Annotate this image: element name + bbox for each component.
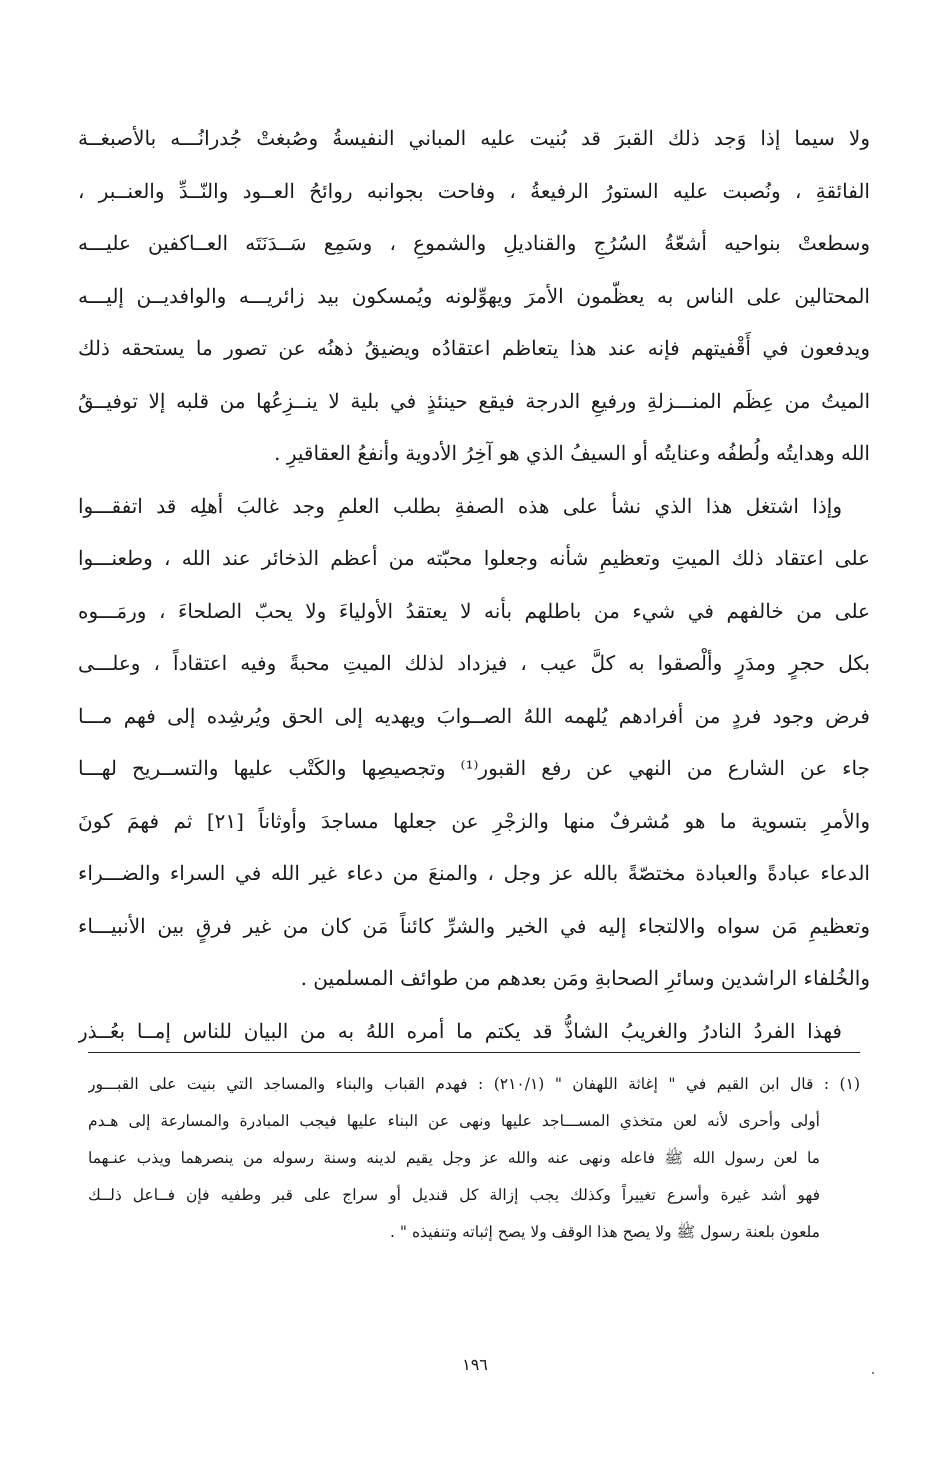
body-line-13: جاء عن الشارع من النهي عن رفع القبور⁽¹⁾ وتجصيصِها والكَتْب عليها والتســريح لهـــا xyxy=(78,756,870,780)
footnote-line-5: ملعون بلعنة رسول ﷺ ولا يصح هذا الوقف ولا يصح إثباته وتنفيذه " . xyxy=(390,1223,820,1241)
body-line-17: والخُلفاء الراشدين وسائرِ الصحابةِ ومَن بعدهم من طوائف المسلمين . xyxy=(300,966,870,990)
body-line-15: الدعاء عبادةً والعبادة مختصّةً بالله عز وجل ، والمنعَ من دعاء غير الله في السراء والضـــراء xyxy=(78,861,870,885)
footnote-line-4: فهو أشد غيرة وأسرع تغييراً وكذلك يجب إزالة كل قنديل أو سراج على قبر وطفيه فإن فــاعل ذلــك xyxy=(88,1186,820,1204)
body-line-2: الفائقةِ ، ونُصبت عليه الستورُ الرفيعةُ ، وفاحت بجوانبه روائحُ العــود والنّــدِّ والعنــبر ، xyxy=(78,178,870,203)
body-line-6: الميتُ من عِظَم المنـــزلةِ ورفيعِ الدرجة فيقع حينئذٍ في بلية لا ينــزِعُها من قلبه إلا توفيــقُ xyxy=(78,388,870,413)
main-text-block xyxy=(78,112,870,1057)
body-line-10: على من خالفهم في شيء من باطلهم بأنه لا يعتقدُ الأولياءَ ولا يحبّ الصلحاءَ ، ورمَـــوه xyxy=(78,598,870,623)
body-line-7: الله وهدايتُه ولُطفُه وعنايتُه أو السيفُ الذي هو آخِرُ الأدوية وأنفعُ العقاقيرِ . xyxy=(274,441,870,465)
body-line-11: بكل حجرٍ ومدَرٍ وألْصقوا به كلَّ عيب ، فيزداد لذلك الميتِ محبةً وفيه اعتقاداً ، وعلـــى xyxy=(78,651,870,675)
page-number: ١٩٦ xyxy=(462,1355,488,1374)
body-line-12: فرض وجود فردٍ من أفرادهم يُلهمه اللهُ الصــوابَ ويهديه إلى الحق ويُرشِده إلى فهم مـــا xyxy=(78,703,870,728)
body-line-16: وتعظيمِ مَن سواه والالتجاء إليه في الخير والشرِّ كائناً مَن كان من غير فرقٍ بين الأنبيـــاء xyxy=(78,913,870,938)
footnotes-block xyxy=(88,1066,860,1251)
footnote-line-3: ما لعن رسول الله ﷺ فاعله ونهى عنه والله عز وجل يقيم لدينه وسنة رسوله من ينصرهما ويذب عنـهما xyxy=(88,1149,820,1167)
body-line-4: المحتالين على الناس به يعظّمون الأمرَ ويهوِّلونه ويُمسكون بيد زائريـــه والوافديــن إليـــه xyxy=(78,283,870,308)
body-line-14: والأمرِ بتسوية ما هو مُشرفٌ منها والزجْرِ عن جعلها مساجدَ وأوثاناً [٢١] ثم فهمَ كونَ xyxy=(78,808,870,833)
body-line-5: ويدفعون في أَقْفيتهم فإنه عند هذا يتعاظم اعتقادُه ويضيقُ ذهنُه عن تصور ما يستحقه ذلك xyxy=(78,336,870,360)
footnote-line-2: أولى وأحرى لأنه لعن متخذي المســـاجد عليها ونهى عن البناء عليها فيجب المبادرة والمسارعة إلى هـدم xyxy=(88,1112,820,1130)
body-line-3: وسطعتْ بنواحيه أشعّةُ السُرُجِ والقناديلِ والشموعِ ، وسَمِع سَــدَنَتَه العــاكفين عليـــه xyxy=(78,231,870,255)
body-line-18: فهذا الفردُ النادرُ والغريبُ الشاذُّ قد يكتم ما أمره اللهُ به من البيان للناس إمــا بعُــذر xyxy=(78,1018,842,1043)
body-line-8: وإذا اشتغل هذا الذي نشأ على هذه الصفةِ بطلب العلمِ وجد غالبَ أهلِه قد اتفقـــوا xyxy=(78,493,842,518)
scan-speck xyxy=(872,1372,874,1374)
footnote-separator xyxy=(88,1052,860,1053)
body-line-9: على اعتقاد ذلك الميتِ وتعظيمِ شأنه وجعلوا محبّته من أعظم الذخائر عند الله ، وطعنـــوا xyxy=(78,546,870,570)
footnote-line-1: (١) : قال ابن القيم في " إغاثة اللهفان " (٢١٠/١) : فهدم القباب والبناء والمساجد التي بنيت على القبـــور xyxy=(88,1075,860,1093)
body-line-1: ولا سيما إذا وَجد ذلك القبرَ قد بُنيت عليه المباني النفيسةُ وصُبغتْ جُدرانُـــه بالأصبغــة xyxy=(78,126,870,150)
